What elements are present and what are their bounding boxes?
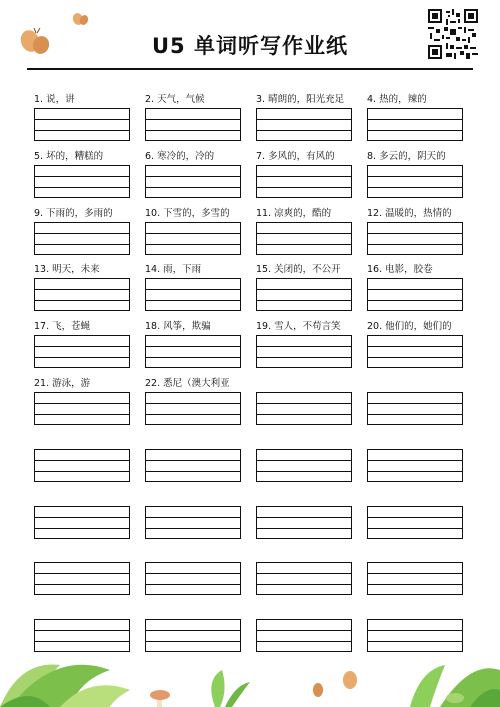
word-cell [367,377,463,425]
word-cell [367,434,463,482]
word-cell [256,547,352,595]
writing-box[interactable] [367,392,463,425]
word-cell [256,263,352,311]
word-cell [145,377,241,425]
word-cell [256,320,352,368]
word-label: 16. 电影，胶卷 [367,264,433,275]
word-cell [145,491,241,539]
word-cell [256,377,352,425]
writing-box[interactable] [367,222,463,255]
writing-box[interactable] [145,165,241,198]
writing-box[interactable] [367,506,463,539]
writing-box[interactable] [145,449,241,482]
word-cell [145,93,241,141]
writing-box[interactable] [256,392,352,425]
word-cell [34,207,130,255]
word-label: 12. 温暖的，热情的 [367,208,452,219]
word-cell [367,491,463,539]
word-cell [34,150,130,198]
word-label: 21. 游泳，游 [34,378,91,389]
word-label: 22. 悉尼（澳大利亚 [145,378,230,389]
word-label [367,377,463,390]
word-cell [145,207,241,255]
word-cell [367,207,463,255]
word-cell [145,320,241,368]
word-cell [145,263,241,311]
writing-box[interactable] [34,222,130,255]
writing-box[interactable] [34,278,130,311]
writing-box[interactable] [256,449,352,482]
writing-box[interactable] [256,108,352,141]
word-label: 11. 凉爽的，酷的 [256,208,332,219]
word-label: 10. 下雪的，多雪的 [145,208,230,219]
word-label: 6. 寒冷的，冷的 [145,151,215,162]
writing-box[interactable] [145,222,241,255]
writing-box[interactable] [256,562,352,595]
word-cell [256,207,352,255]
writing-box[interactable] [256,165,352,198]
word-cell [34,93,130,141]
writing-box[interactable] [34,108,130,141]
word-label [145,491,241,504]
word-cell [256,491,352,539]
writing-box[interactable] [145,506,241,539]
word-label: 18. 风筝，欺骗 [145,321,211,332]
word-cell [145,434,241,482]
word-label [145,434,241,447]
writing-box[interactable] [34,562,130,595]
word-cell [145,547,241,595]
writing-box[interactable] [34,392,130,425]
word-cell [34,434,130,482]
leaves-icon [0,640,500,707]
word-cell [367,93,463,141]
word-cell [34,263,130,311]
writing-box[interactable] [256,506,352,539]
word-label [34,491,130,504]
word-label [34,434,130,447]
word-label [367,434,463,447]
word-cell [34,377,130,425]
writing-box[interactable] [367,278,463,311]
word-label [34,604,130,617]
word-label: 2. 天气，气候 [145,94,205,105]
word-label [256,377,352,390]
word-label [256,434,352,447]
writing-box[interactable] [34,449,130,482]
mushroom-icon [150,690,170,707]
word-label: 9. 下雨的，多雨的 [34,208,113,219]
word-cell [367,150,463,198]
word-label: 20. 他们的，她们的 [367,321,452,332]
word-label: 13. 明天，未来 [34,264,100,275]
word-label [256,491,352,504]
word-label: 14. 雨，下雨 [145,264,202,275]
word-cell [34,491,130,539]
word-label: 8. 多云的，阴天的 [367,151,446,162]
word-cell [367,263,463,311]
writing-box[interactable] [145,278,241,311]
word-label [145,604,241,617]
writing-box[interactable] [34,335,130,368]
writing-box[interactable] [256,222,352,255]
writing-box[interactable] [367,449,463,482]
word-label: 15. 关闭的，不公开 [256,264,341,275]
word-cell [367,320,463,368]
word-label [34,547,130,560]
word-label: 4. 热的，辣的 [367,94,427,105]
butterfly-icon [18,27,52,57]
word-label: 19. 雪人，不苟言笑 [256,321,341,332]
word-cell [256,93,352,141]
writing-box[interactable] [256,278,352,311]
butterfly-icon [72,10,90,28]
writing-box[interactable] [145,562,241,595]
writing-box[interactable] [34,165,130,198]
writing-box[interactable] [256,335,352,368]
word-label: 3. 晴朗的，阳光充足 [256,94,345,105]
writing-box[interactable] [367,562,463,595]
word-label: 7. 多风的，有风的 [256,151,335,162]
writing-box[interactable] [367,108,463,141]
writing-box[interactable] [367,335,463,368]
word-label [145,547,241,560]
writing-box[interactable] [145,392,241,425]
word-cell [367,547,463,595]
word-label [256,604,352,617]
word-cell [145,150,241,198]
word-label [367,547,463,560]
qr-code-icon [428,9,478,59]
title-divider [27,68,473,70]
word-label [367,604,463,617]
word-label [367,491,463,504]
word-label: 5. 坏的，糟糕的 [34,151,104,162]
writing-box[interactable] [34,506,130,539]
word-cell [256,150,352,198]
page-title: U5 单词听写作业纸 [152,34,348,58]
writing-box[interactable] [145,335,241,368]
word-label: 17. 飞，苍蝇 [34,321,91,332]
word-cell [34,320,130,368]
word-label [256,547,352,560]
word-cell [34,547,130,595]
writing-box[interactable] [367,165,463,198]
writing-box[interactable] [145,108,241,141]
word-cell [256,434,352,482]
word-label: 1. 说，讲 [34,94,75,105]
